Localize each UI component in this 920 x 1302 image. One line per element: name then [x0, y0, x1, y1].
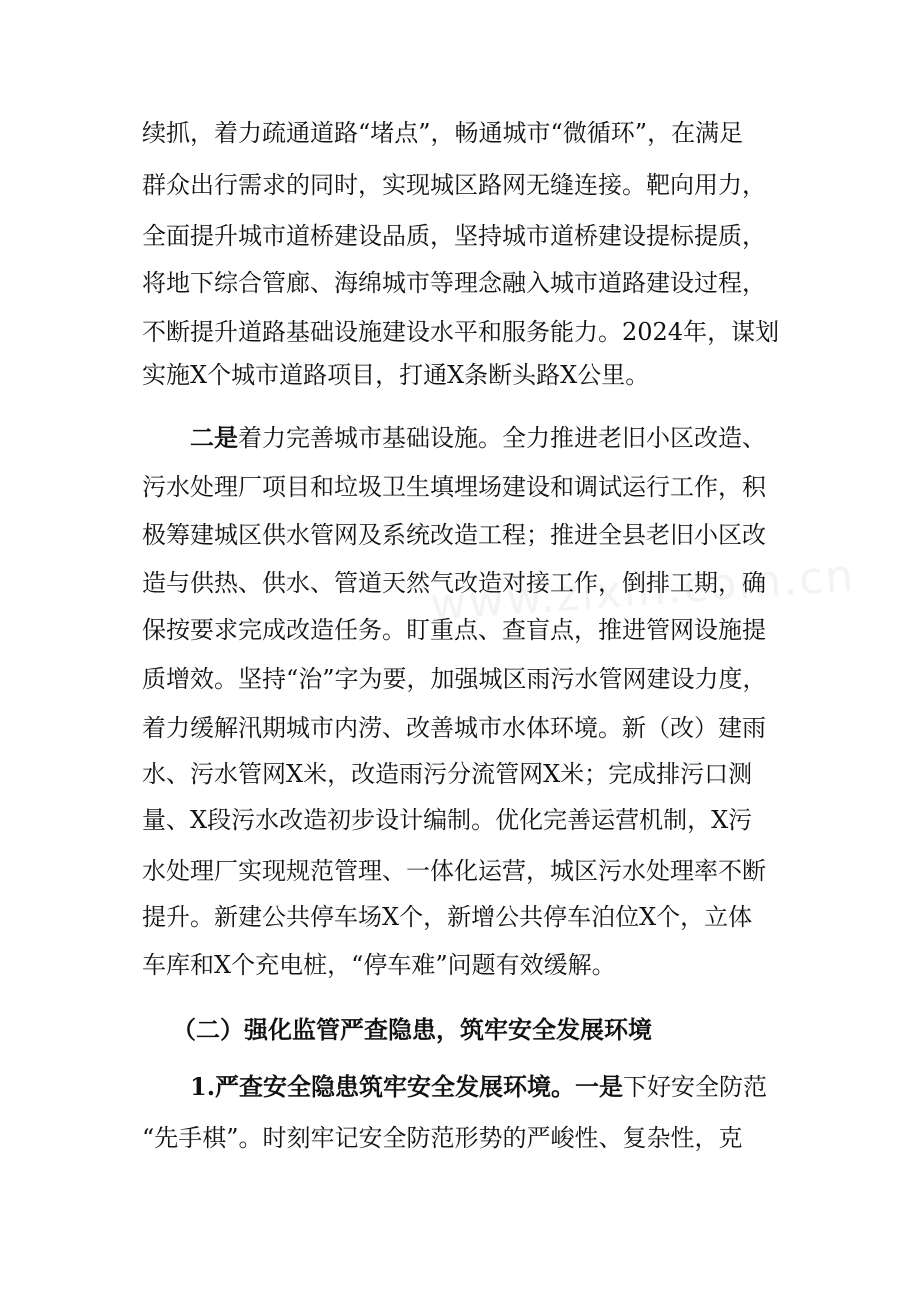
paragraph-1-line-1: 续抓，着力疏通道路“堵点”，畅通城市“微循环”，在满足: [142, 119, 744, 147]
paragraph-1-line-6: 实施X个城市道路项目，打通X条断头路X公里。: [142, 361, 650, 389]
paragraph-3-lead: 1.严查安全隐患筑牢安全发展环境。一是: [190, 1072, 624, 1101]
paragraph-3-first-rest: 下好安全防范: [623, 1073, 768, 1101]
paragraph-2-line-1: [190, 418, 920, 458]
paragraph-2-line-6: 质增效。坚持“治”字为要，加强城区雨污水管网建设力度，: [142, 665, 767, 693]
paragraph-2-first-rest: 着力完善城市基础设施。全力推进老旧小区改造、: [238, 424, 766, 452]
paragraph-2-line-11: 提升。新建公共停车场X个，新增公共停车泊位X个，立体: [142, 903, 753, 931]
paragraph-2-line-4: 造与供热、供水、管道天然气改造对接工作，倒排工期，确: [142, 569, 766, 597]
paragraph-3-line-2: “先手棋”。时刻牢记安全防范形势的严峻性、复杂性，克: [142, 1124, 743, 1152]
paragraph-2-line-3: 极筹建城区供水管网及系统改造工程；推进全县老旧小区改: [142, 521, 766, 549]
paragraph-2-line-2: 污水处理厂项目和垃圾卫生填埋场建设和调试运行工作，积: [142, 473, 766, 501]
paragraph-2-line-8: 水、污水管网X米，改造雨污分流管网X米；完成排污口测: [142, 760, 753, 788]
paragraph-2-lead: 二是: [190, 423, 238, 452]
paragraph-3-line-1: [190, 1067, 920, 1107]
paragraph-1-line-2: 群众出行需求的同时，实现城区路网无缝连接。靶向用力，: [142, 171, 766, 199]
paragraph-2-line-7: 着力缓解汛期城市内涝、改善城市水体环境。新（改）建雨: [142, 714, 766, 742]
paragraph-1-line-3: 全面提升城市道桥建设品质，坚持城市道桥建设提标提质，: [142, 222, 766, 250]
section-heading: （二）强化监管严查隐患，筑牢安全发展环境: [172, 1015, 652, 1044]
paragraph-2-line-5: 保按要求完成改造任务。盯重点、查盲点，推进管网设施提: [142, 616, 766, 644]
paragraph-1-line-4: 将地下综合管廊、海绵城市等理念融入城市道路建设过程，: [142, 269, 766, 297]
paragraph-2-line-12: 车库和X个充电桩，“停车难”问题有效缓解。: [142, 951, 616, 979]
paragraph-2-line-10: 水处理厂实现规范管理、一体化运营，城区污水处理率不断: [142, 857, 766, 885]
paragraph-2-line-9: 量、X段污水改造初步设计编制。优化完善运营机制，X污: [142, 806, 753, 834]
paragraph-1-line-5: 不断提升道路基础设施建设水平和服务能力。2024年，谋划: [142, 318, 780, 346]
